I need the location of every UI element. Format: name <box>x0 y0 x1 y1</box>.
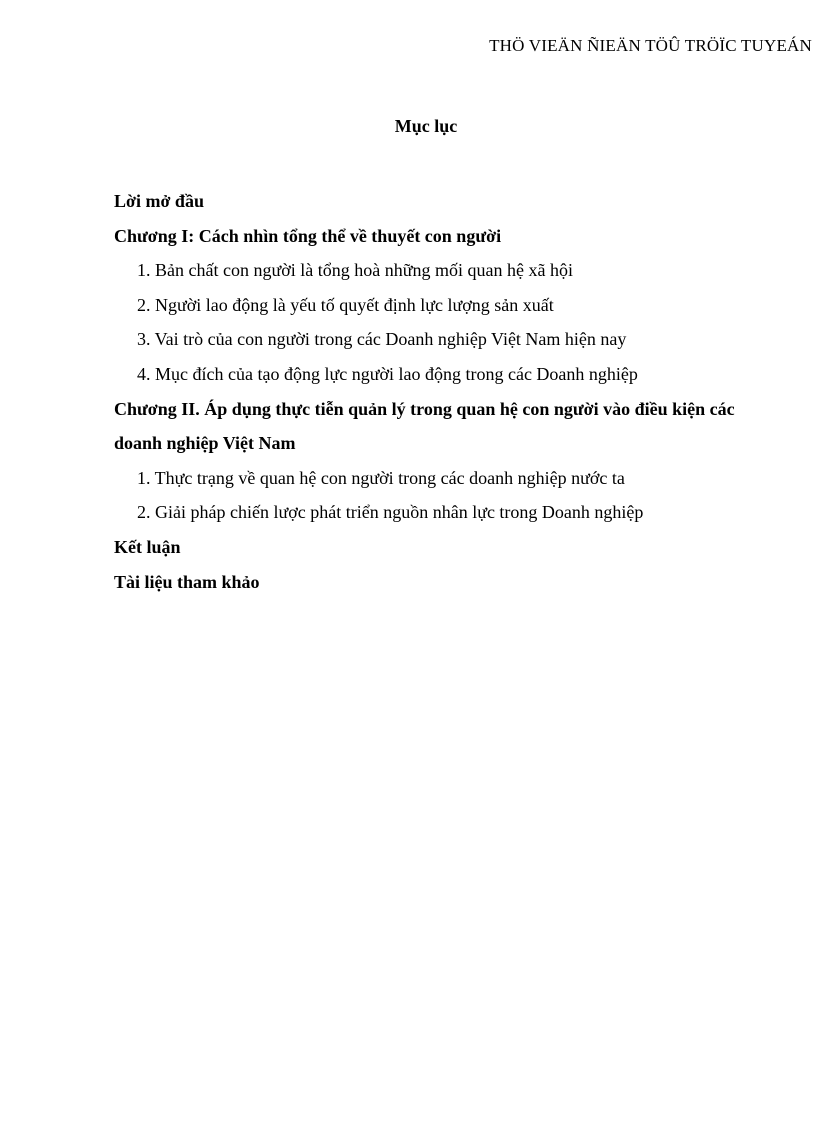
toc-entry-chapter-2-item-2: 2. Giải pháp chiến lược phát triển nguồn nhân lực trong Doanh nghiệp <box>137 502 644 523</box>
page-title: Mục lục <box>394 116 458 136</box>
toc-entry-chapter-1-item-4: 4. Mục đích của tạo động lực người lao động trong các Doanh nghiệp <box>137 363 638 384</box>
toc-entry-conclusion: Kết luận <box>114 536 181 557</box>
toc-entry-chapter-2-item-1: 1. Thực trạng về quan hệ con người trong các doanh nghiệp nước ta <box>137 467 625 488</box>
toc-entry-references: Tài liệu tham khảo <box>114 571 260 592</box>
toc-entry-chapter-1-item-2: 2. Người lao động là yếu tố quyết định lực lượng sản xuất <box>137 294 554 315</box>
toc-entry-chapter-2: Chương II. Áp dụng thực tiễn quản lý trong quan hệ con người vào điều kiện các doanh nghiệp Việt Nam <box>114 398 735 454</box>
toc-entry-chapter-1-item-3: 3. Vai trò của con người trong các Doanh nghiệp Việt Nam hiện nay <box>137 329 627 350</box>
toc-entry-intro: Lời mở đầu <box>114 191 204 211</box>
table-of-contents <box>114 184 774 599</box>
header-text: THÖ VIEÄN ÑIEÄN TÖÛ TRÖÏC TUYEÁN <box>489 36 812 55</box>
toc-entry-chapter-1-item-1: 1. Bản chất con người là tổng hoà những mối quan hệ xã hội <box>137 260 573 281</box>
toc-entry-chapter-1: Chương I: Cách nhìn tổng thể về thuyết con người <box>114 225 502 246</box>
